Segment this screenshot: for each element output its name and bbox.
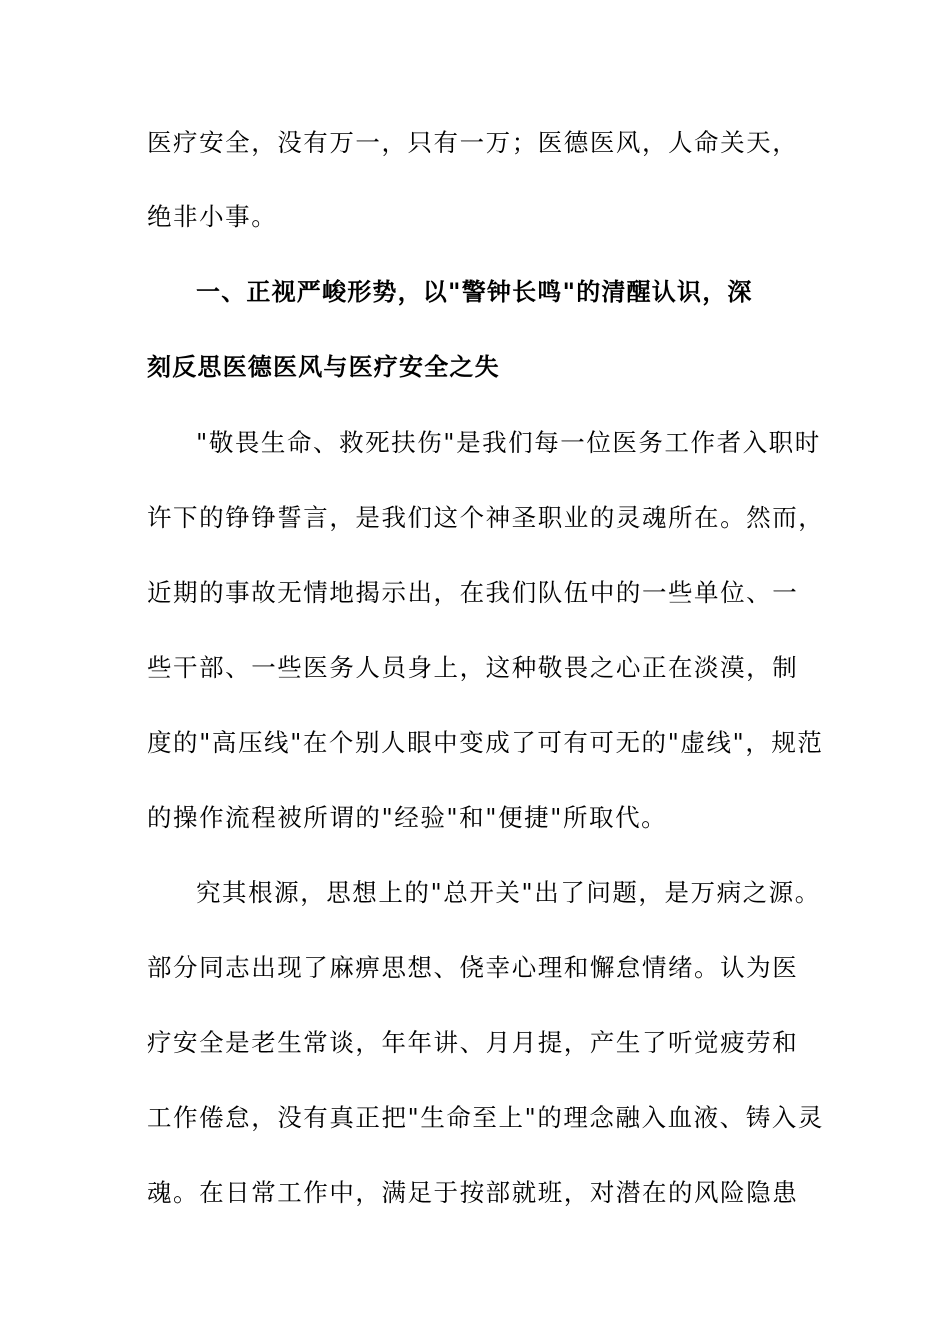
paragraph1-line-5: 度的"高压线"在个别人眼中变成了可有可无的"虚线"，规范	[147, 728, 824, 757]
paragraph1-line-6: 的操作流程被所谓的"经验"和"便捷"所取代。	[147, 803, 668, 832]
intro-line-2: 绝非小事。	[147, 202, 278, 231]
paragraph2-line-1: 究其根源，思想上的"总开关"出了问题，是万病之源。	[196, 878, 821, 907]
paragraph2-line-5: 魂。在日常工作中，满足于按部就班，对潜在的风险隐患	[147, 1178, 799, 1207]
intro-line-1: 医疗安全，没有万一，只有一万；医德医风，人命关天，	[147, 128, 799, 157]
paragraph1-line-3: 近期的事故无情地揭示出，在我们队伍中的一些单位、一	[147, 578, 799, 607]
paragraph2-line-4: 工作倦怠，没有真正把"生命至上"的理念融入血液、铸入灵	[147, 1103, 824, 1132]
paragraph1-line-4: 些干部、一些医务人员身上，这种敬畏之心正在淡漠，制	[147, 653, 799, 682]
paragraph2-line-3: 疗安全是老生常谈，年年讲、月月提，产生了听觉疲劳和	[147, 1028, 799, 1057]
section-heading-line-1: 一、正视严峻形势，以"警钟长鸣"的清醒认识，深	[196, 278, 753, 306]
paragraph2-line-2: 部分同志出现了麻痹思想、侥幸心理和懈怠情绪。认为医	[147, 953, 799, 982]
section-heading-line-2: 刻反思医德医风与医疗安全之失	[147, 353, 500, 381]
paragraph1-line-2: 许下的铮铮誓言，是我们这个神圣职业的灵魂所在。然而，	[147, 503, 825, 532]
paragraph1-line-1: "敬畏生命、救死扶伤"是我们每一位医务工作者入职时	[196, 428, 821, 457]
